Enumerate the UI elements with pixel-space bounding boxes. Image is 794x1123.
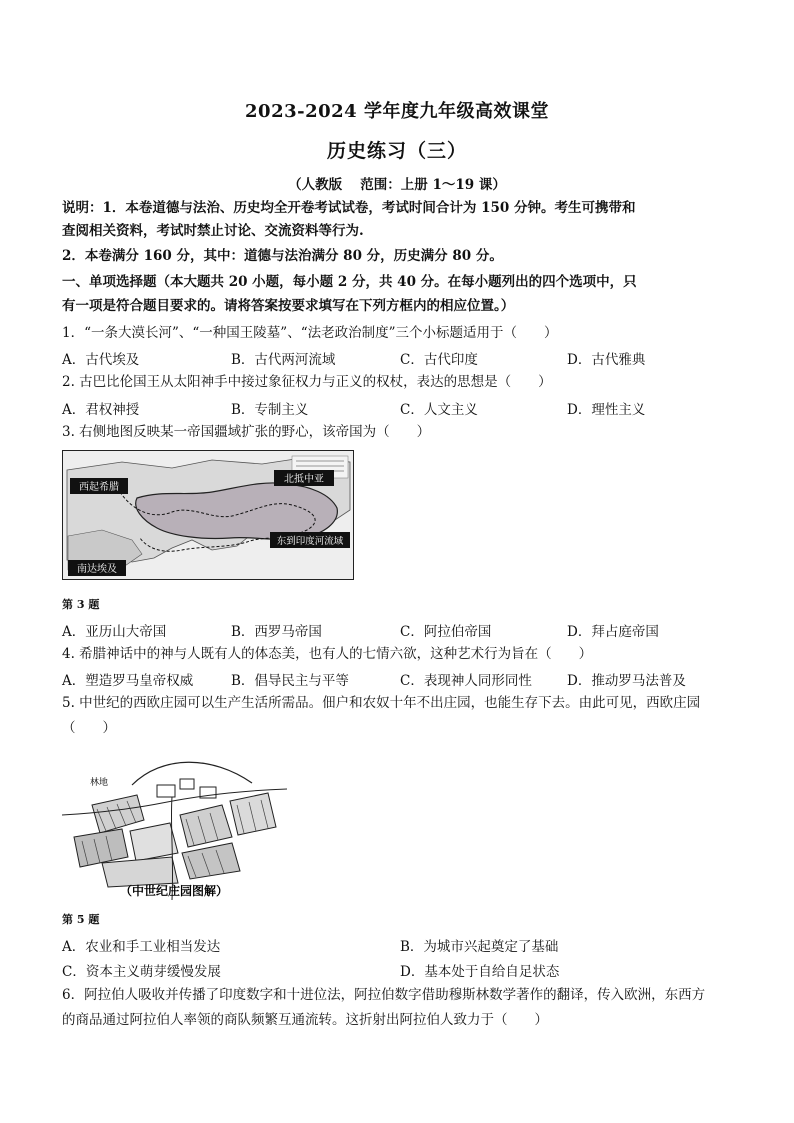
map-label-west: 西起希腊 [79,482,119,493]
q5-option-c[interactable]: C．资本主义萌芽缓慢发展 [62,964,221,980]
q2-option-d[interactable]: D．理性主义 [567,402,646,418]
field-plot [230,793,276,835]
q4-option-b[interactable]: B．倡导民主与平等 [231,673,349,689]
q3-option-c[interactable]: C．阿拉伯帝国 [400,624,492,640]
q3-option-d[interactable]: D．拜占庭帝国 [567,624,659,640]
manor-house [157,785,175,797]
question-5-stem-line-1: 5. 中世纪的西欧庄园可以生产生活所需品。佃户和农奴十年不出庄园，也能生存下去。由此可见，西欧庄园 [62,695,701,711]
question-5-caption: 第 5 题 [62,913,100,926]
note-1-line-1: 说明：1．本卷道德与法治、历史均全开卷考试试卷，考试时间合计为 150 分钟。考生可携带和 [62,200,636,216]
q1-option-c[interactable]: C．古代印度 [400,352,478,368]
exam-subtitle: 历史练习（三） [326,140,467,162]
map-label-east: 东到印度河流域 [276,536,344,547]
q4-option-d[interactable]: D．推动罗马法普及 [567,673,686,689]
manor-diagram-figure [62,745,287,900]
woodland-label: 林地 [90,778,109,788]
q2-option-c[interactable]: C．人文主义 [400,402,478,418]
q5-option-b[interactable]: B．为城市兴起奠定了基础 [400,939,559,955]
q5-option-a[interactable]: A．农业和手工业相当发达 [62,939,221,955]
q2-option-b[interactable]: B．专制主义 [231,402,309,418]
church-building [180,779,194,789]
question-1-stem: 1．“一条大漠长河”、“一种国王陵墓”、“法老政治制度”三个小标题适用于（ ） [62,325,558,341]
exam-title: 2023-2024 学年度九年级高效课堂 [245,101,549,122]
q4-option-c[interactable]: C．表现神人同形同性 [400,673,532,689]
q1-option-a[interactable]: A．古代埃及 [62,352,140,368]
question-2-stem: 2. 古巴比伦国王从太阳神手中接过象征权力与正义的权杖，表达的思想是（ ） [62,374,552,390]
question-3-stem: 3. 右侧地图反映某一帝国疆域扩张的野心，该帝国为（ ） [62,424,431,440]
q5-option-d[interactable]: D．基本处于自给自足状态 [400,964,560,980]
q1-option-b[interactable]: B．古代两河流域 [231,352,336,368]
map-label-north: 北抵中亚 [284,474,324,485]
note-2: 2．本卷满分 160 分，其中：道德与法治满分 80 分，历史满分 80 分。 [62,248,503,264]
section-heading-line-2: 有一项是符合题目要求的。请将答案按要求填写在下列方框内的相应位置。） [62,298,515,314]
q3-option-a[interactable]: A．亚历山大帝国 [62,624,167,640]
question-3-caption: 第 3 题 [62,598,100,611]
exam-scope: （人教版 范围：上册 1～19 课） [288,177,506,193]
note-1-line-2: 查阅相关资料，考试时禁止讨论、交流资料等行为. [62,223,364,239]
question-5-stem-line-2: （ ） [62,720,116,736]
map-label-south: 南达埃及 [77,564,117,575]
empire-map-figure [62,450,354,580]
question-4-stem: 4. 希腊神话中的神与人既有人的体态美，也有人的七情六欲，这种艺术行为旨在（ ） [62,646,593,662]
question-6-stem-line-1: 6．阿拉伯人吸收并传播了印度数字和十进位法，阿拉伯数字借助穆斯林数学著作的翻译，传入欧洲，东西方 [62,987,706,1003]
section-heading-line-1: 一、单项选择题（本大题共 20 小题，每小题 2 分，共 40 分。在每小题列出的四个选项中，只 [62,274,637,290]
q4-option-a[interactable]: A．塑造罗马皇帝权威 [62,673,194,689]
q3-option-b[interactable]: B．西罗马帝国 [231,624,322,640]
q2-option-a[interactable]: A．君权神授 [62,402,140,418]
question-6-stem-line-2: 的商品通过阿拉伯人率领的商队频繁互通流转。这折射出阿拉伯人致力于（ ） [62,1012,548,1028]
q1-option-d[interactable]: D．古代雅典 [567,352,646,368]
manor-diagram-caption: （中世纪庄园图解） [119,884,229,898]
